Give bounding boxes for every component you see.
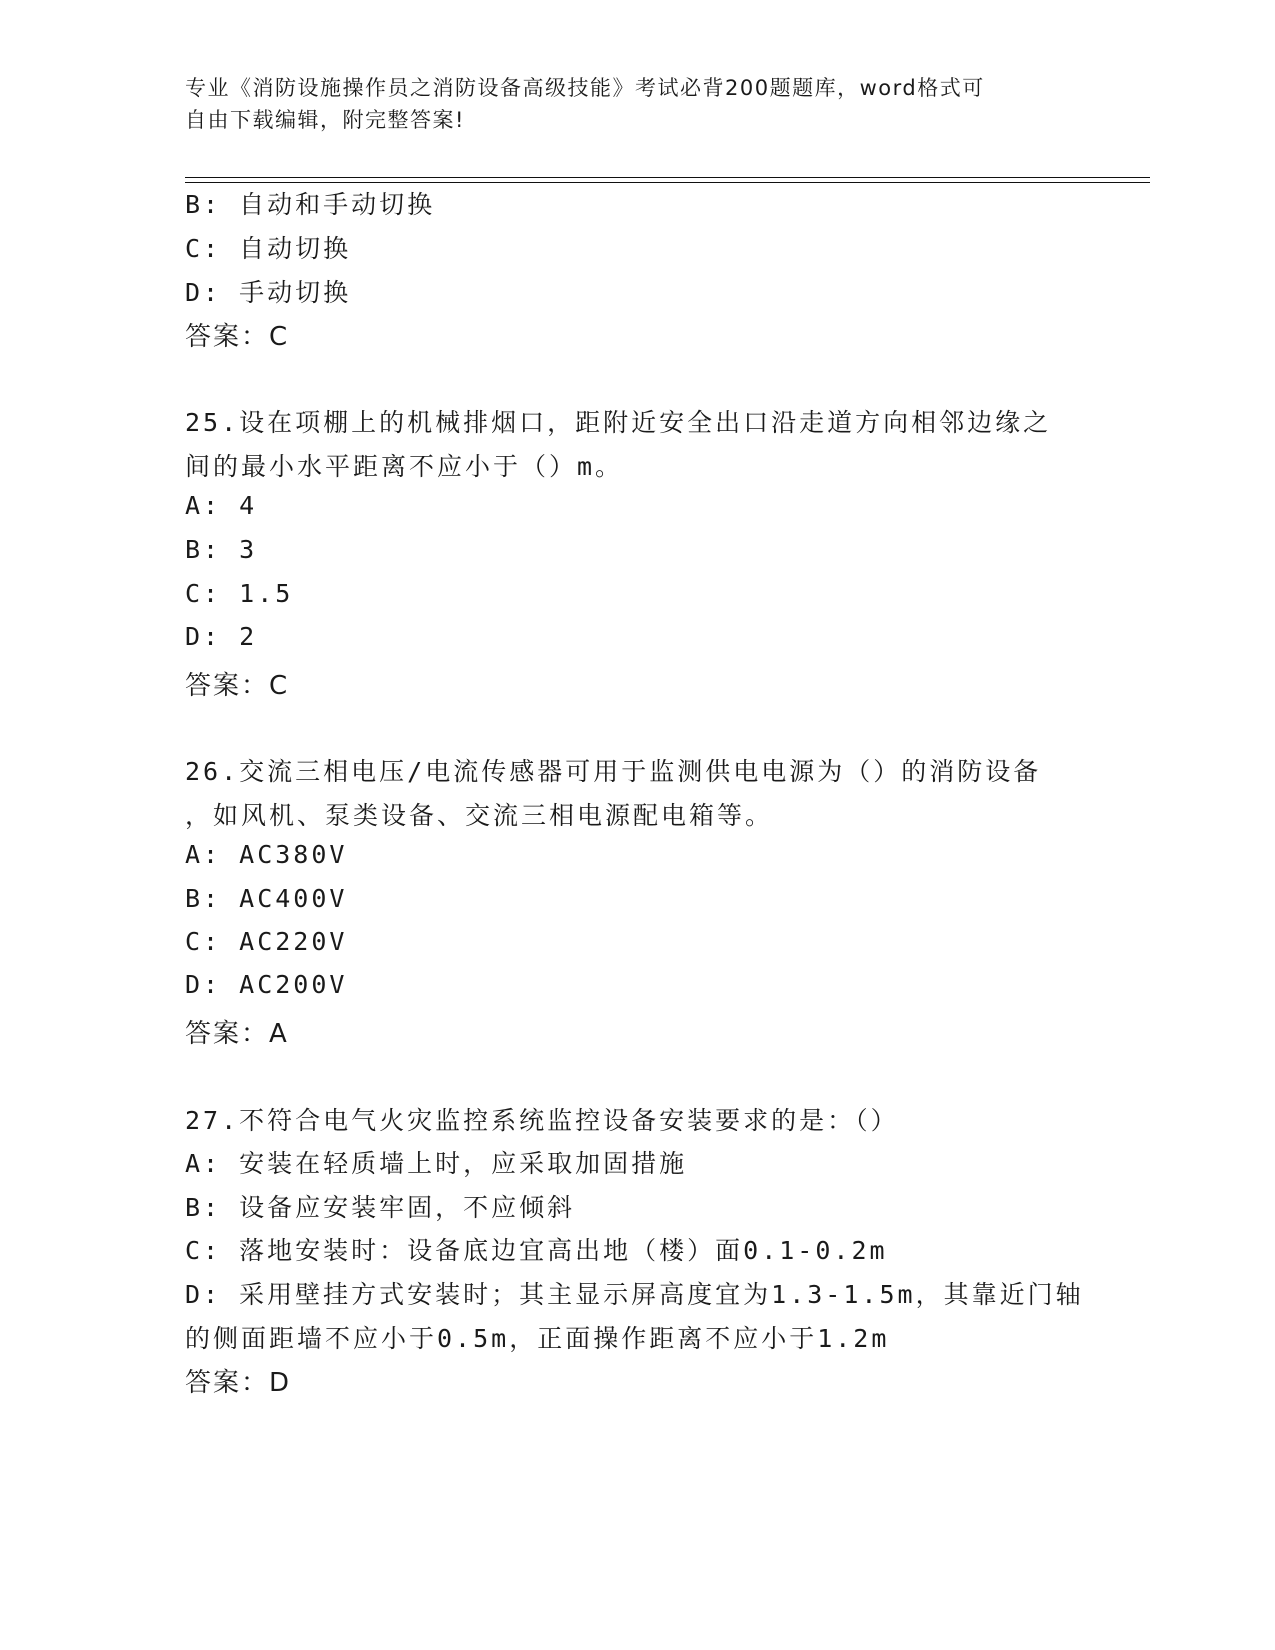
header-divider-top xyxy=(185,177,1150,178)
option-b: B: 3 xyxy=(185,535,258,564)
option-d-line-1: D: 采用壁挂方式安装时；其主显示屏高度宜为1.3-1.5m，其靠近门轴 xyxy=(185,1280,1084,1309)
option-c: C: AC220V xyxy=(185,927,348,956)
document-header xyxy=(185,72,1065,136)
option-c: C: 1.5 xyxy=(185,579,294,608)
question-stem-line-1: 25.设在项棚上的机械排烟口，距附近安全出口沿走道方向相邻边缘之 xyxy=(185,408,1052,437)
question-stem-line-1: 27.不符合电气火灾监控系统监控设备安装要求的是：（） xyxy=(185,1106,899,1135)
header-title-line-1: 专业《消防设施操作员之消防设备高级技能》考试必背200题题库，word格式可 xyxy=(185,76,985,100)
option-b: B: 设备应安装牢固，不应倾斜 xyxy=(185,1193,576,1222)
option-b: B: AC400V xyxy=(185,884,348,913)
option-a: A: AC380V xyxy=(185,840,348,869)
option-d: D: AC200V xyxy=(185,970,348,999)
option-a: A: 安装在轻质墙上时，应采取加固措施 xyxy=(185,1149,688,1178)
header-title-line-2: 自由下载编辑，附完整答案! xyxy=(185,108,465,132)
answer-label: 答案：C xyxy=(185,671,290,701)
header-divider-bottom xyxy=(185,182,1150,183)
option-d: D: 2 xyxy=(185,622,258,651)
question-stem-line-2: ，如风机、泵类设备、交流三相电源配电箱等。 xyxy=(185,801,774,830)
option-b: B: 自动和手动切换 xyxy=(185,190,436,219)
question-stem-line-1: 26.交流三相电压/电流传感器可用于监测供电电源为（）的消防设备 xyxy=(185,757,1042,786)
question-stem-line-2: 间的最小水平距离不应小于（）m。 xyxy=(185,452,624,481)
answer-label: 答案：A xyxy=(185,1019,289,1049)
option-a: A: 4 xyxy=(185,491,258,520)
option-c: C: 落地安装时：设备底边宜高出地（楼）面0.1-0.2m xyxy=(185,1236,888,1265)
option-c: C: 自动切换 xyxy=(185,234,352,263)
option-d-line-2: 的侧面距墙不应小于0.5m，正面操作距离不应小于1.2m xyxy=(185,1324,890,1353)
answer-label: 答案：D xyxy=(185,1368,292,1398)
answer-label: 答案：C xyxy=(185,322,290,352)
option-d: D: 手动切换 xyxy=(185,278,352,307)
